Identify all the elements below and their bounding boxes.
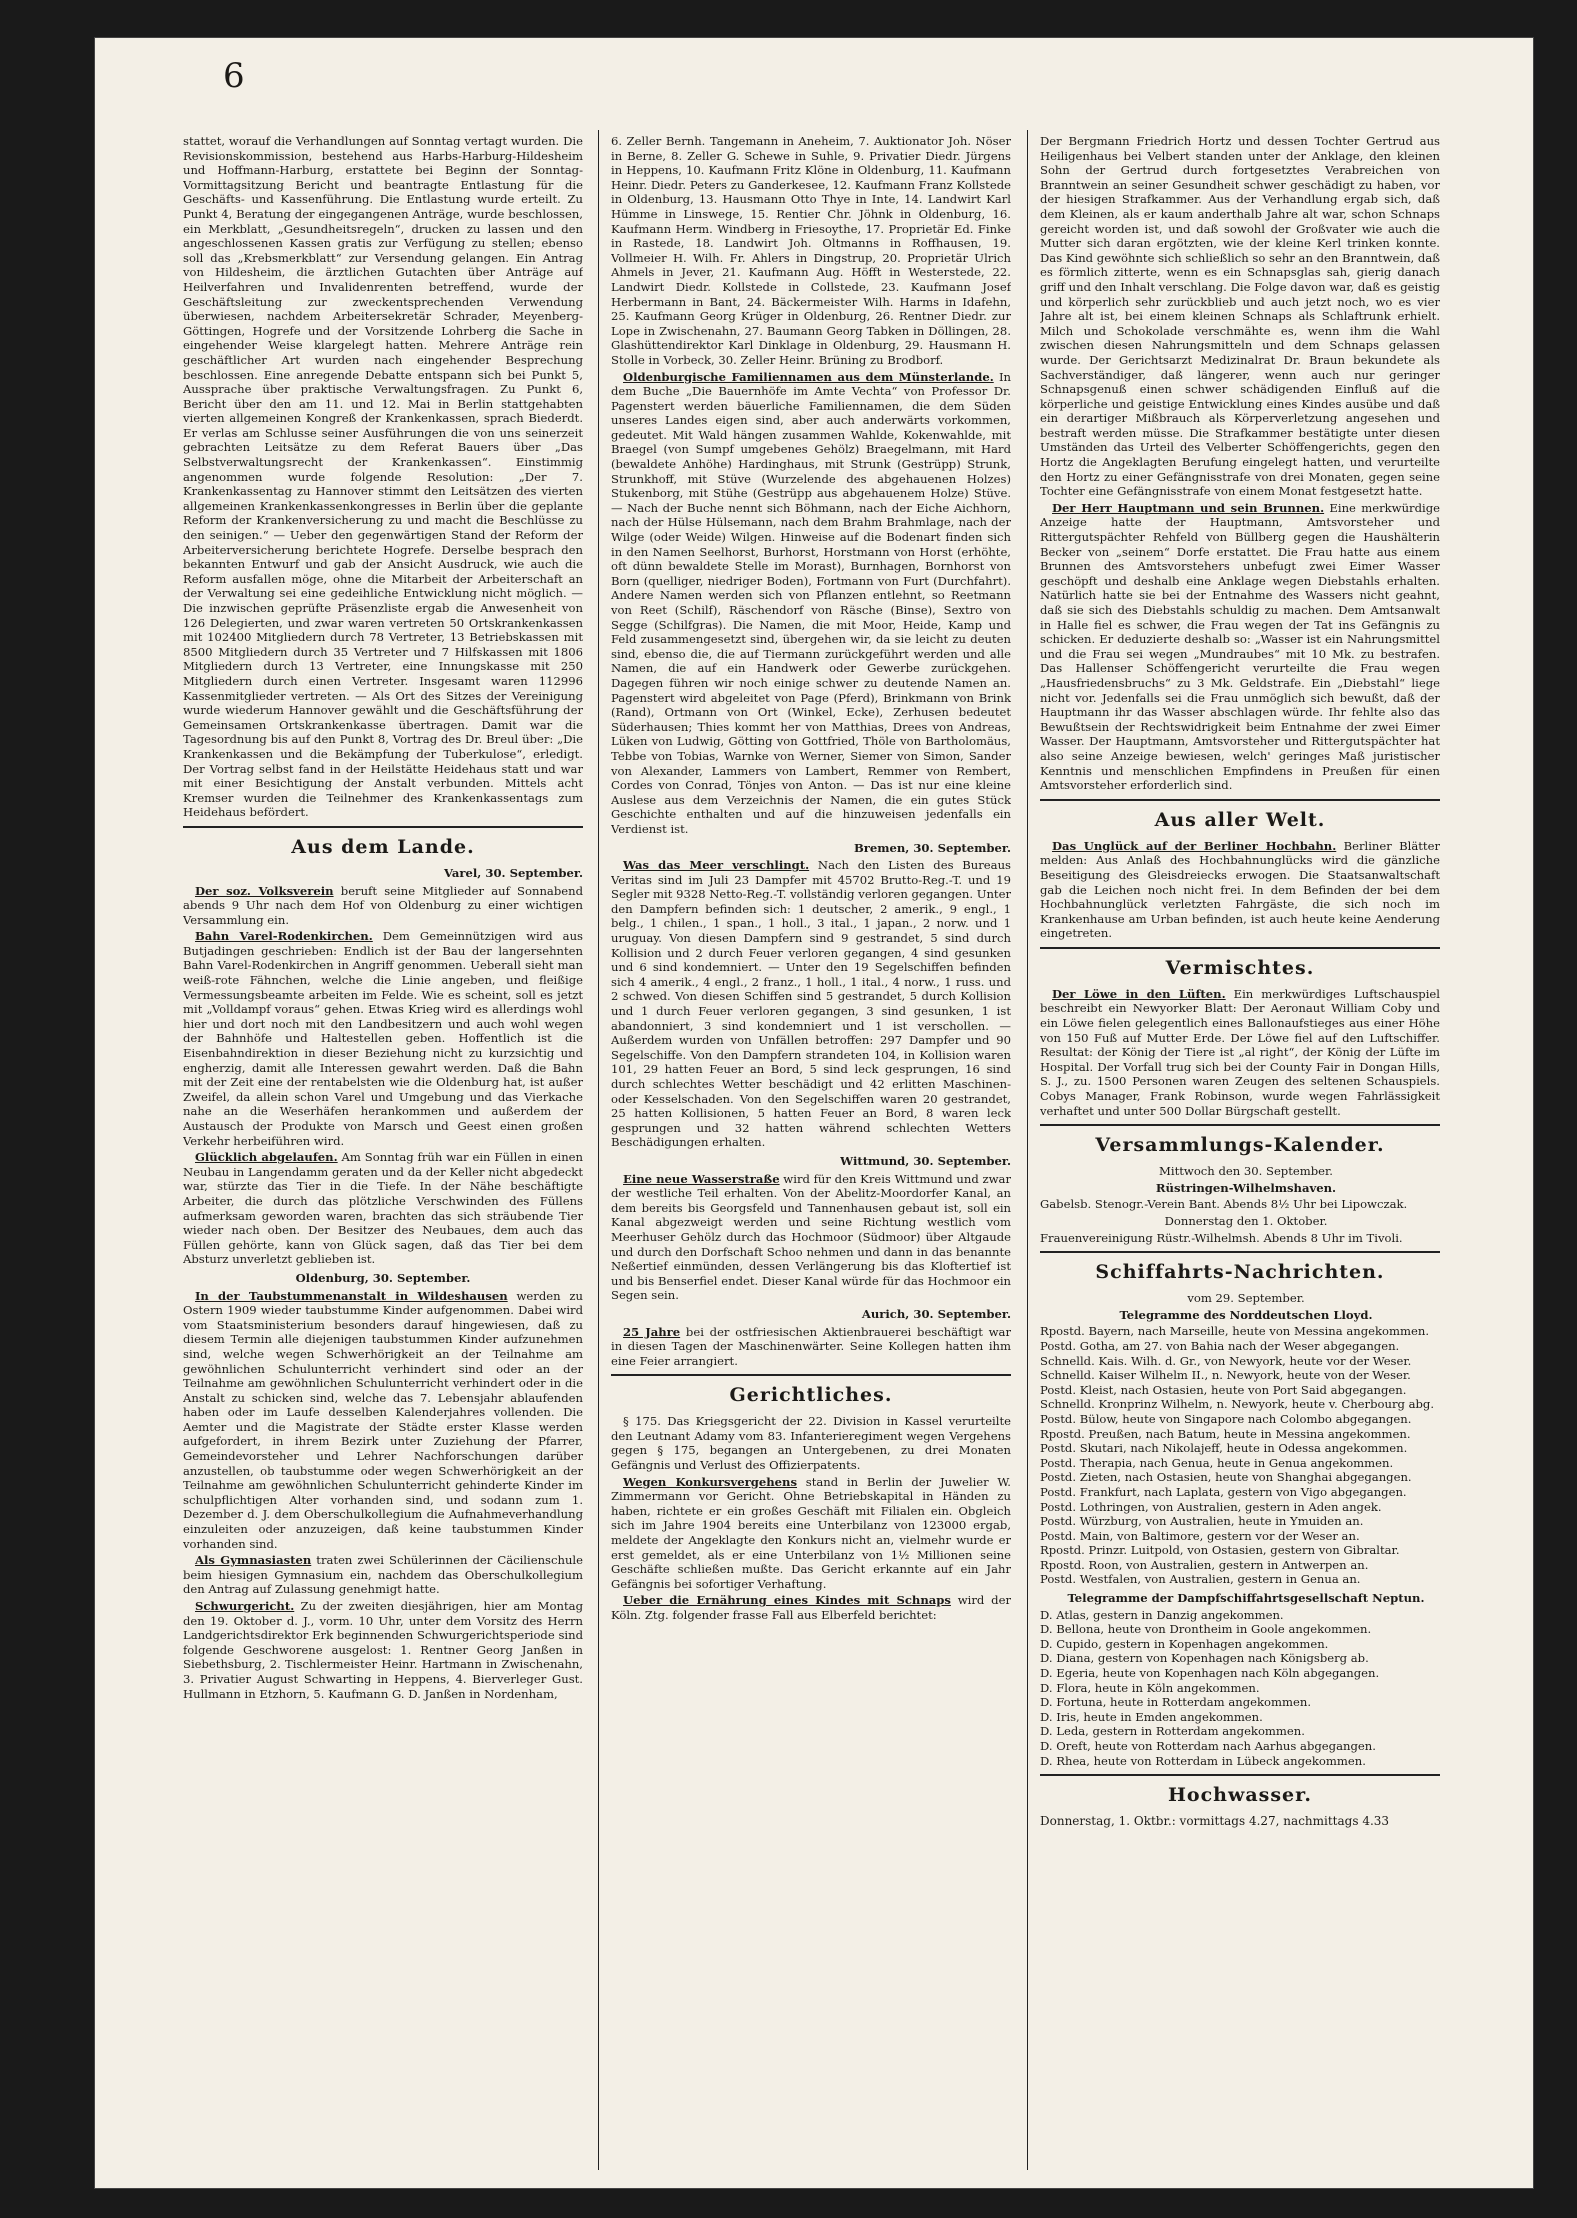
article-text: traten zwei Schülerinnen der Cäcilienschule beim hiesigen Gymnasium ein, nachdem das Oberschulkollegium den Antrag auf Zulassung genehmigt hatte. bbox=[183, 1553, 583, 1597]
list-item: Rpostd. Roon, von Australien, gestern in Antwerpen an. bbox=[1040, 1557, 1369, 1572]
article-schwurgericht bbox=[183, 1599, 583, 1701]
list-item: Schnelld. Kaiser Wilhelm II., n. Newyork, heute von der Weser. bbox=[1040, 1368, 1411, 1383]
article-headline: Oldenburgische Familiennamen aus dem Münsterlande. bbox=[623, 369, 994, 384]
shipping-subheading-neptun: Telegramme der Dampfschiffahrtsgesellschaft Neptun. bbox=[1067, 1591, 1425, 1606]
article-ernaehrung bbox=[611, 1593, 1011, 1622]
shipping-date: vom 29. September. bbox=[1187, 1291, 1305, 1306]
article-text: wird der Köln. Ztg. folgender frasse Fall aus Elberfeld berichtet: bbox=[611, 1593, 1011, 1622]
list-item: D. Flora, heute in Köln angekommen. bbox=[1040, 1680, 1260, 1695]
calendar-entry: Frauenvereinigung Rüstr.-Wilhelmsh. Abends 8 Uhr im Tivoli. bbox=[1040, 1230, 1403, 1245]
article-text: Zu der zweiten diesjährigen, hier am Montag den 19. Oktober d. J., vorm. 10 Uhr, unter dem Vorsitz des Herrn Landgerichtsdirektor Erk beginnenden Schwurgerichtsperiode sind folgende Geschworene ausgelost: 1. Rentner Georg Janßen in Siebethsburg, 2. Tischlermeister Heinr. Hartmann in Zwischenahn, 3. Privatier August Schwarting in Heppens, 4. Bierverleger Gust. Hullmann in Etzhorn, 5. Kaufmann G. D. Janßen in Nordenham, bbox=[183, 1599, 583, 1701]
article-headline: Wegen Konkursvergehens bbox=[623, 1474, 798, 1489]
article-headline: Der Löwe in den Lüften. bbox=[1052, 986, 1226, 1001]
list-item: Postd. Main, von Baltimore, gestern vor der Weser an. bbox=[1040, 1528, 1360, 1543]
page-number: 6 bbox=[223, 56, 245, 96]
article-brunnen bbox=[1040, 501, 1440, 793]
list-item: Postd. Lothringen, von Australien, gestern in Aden angek. bbox=[1040, 1499, 1382, 1514]
dateline-aurich: Aurich, 30. September. bbox=[861, 1306, 1011, 1321]
hochwasser-times: Donnerstag, 1. Oktbr.: vormittags 4.27, nachmittags 4.33 bbox=[1040, 1814, 1390, 1829]
article-text: werden zu Ostern 1909 wieder taubstumme Kinder aufgenommen. Dabei wird vom Staatsministerium besonders darauf hingewiesen, daß zu diesem Termin alle diejenigen taubstummen Kinder aufzunehmen sind, welche wegen Schwerhörigkeit an der Teilnahme am gewöhnlichen Schulunterricht verhindert sind oder an der Teilnahme am gewöhnlichen Schulunterricht verhindert oder in die Anstalt zu schicken sind, welche das 7. Lebensjahr ablaufenden haben oder im Laufe desselben Kalenderjahres vollenden. Die Aemter und die Magistrate der Städte erster Klasse werden aufgefordert, in ihrem Bezirk unter Zuziehung der Pfarrer, Gemeindevorsteher und Lehrer Nachforschungen darüber anzustellen, ob taubstumme oder wegen Schwerhörigkeit an der Teilnahme am gewöhnlichen Schulunterricht gehinderte Kinder im schulpflichtigen Alter vorhanden sind, und sodann zum 1. Dezember d. J. dem Oberschulkollegium die Aufnahmeverhandlung einzuleiten oder anzuzeigen, daß keine taubstummen Kinder vorhanden sind. bbox=[183, 1288, 583, 1551]
list-item: D. Atlas, gestern in Danzig angekommen. bbox=[1040, 1607, 1284, 1622]
calendar-entry: Gabelsb. Stenogr.-Verein Bant. Abends 8½ Uhr bei Lipowczak. bbox=[1040, 1197, 1408, 1212]
list-item: Postd. Zieten, nach Ostasien, heute von Shanghai abgegangen. bbox=[1040, 1470, 1412, 1485]
list-item: Postd. Würzburg, von Australien, heute in Ymuiden an. bbox=[1040, 1514, 1364, 1529]
article-text: In dem Buche „Die Bauernhöfe im Amte Vechta“ von Professor Dr. Pagenstert werden bäuerliche Familiennamen, die dem Süden unseres Landes eigen sind, aber auch anderwärts vorkommen, gedeutet. Mit Wald hängen zusammen Wahlde, Kokenwahlde, mit Braegel (von Sumpf umgebenes Gehölz) Braegelmann, mit Hard (bewaldete Anhöhe) Hardinghaus, mit Strunk (Gestrüpp) Strunk, Strunkhoff, mit Stüve (Wurzelende des abgehauenen Holzes) Stukenborg, mit Stühe (Gestrüpp aus abgehauenem Holze) Stüve. — Nach der Buche nennt sich Böhmann, nach der Eiche Aichhorn, nach der Hülse Hülsemann, nach dem Brahm Brahmlage, nach der Wilge (oder Weide) Wilgen. Hinweise auf die Bodenart finden sich in den Namen Seelhorst, Burhorst, Horstmann von Horst (erhöhte, oft dünn bewaldete Stelle im Morast), Burnhagen, Bornhorst von Born (quelliger, niedriger Boden), Fortmann von Furt (Durchfahrt). Andere Namen werden sich von Pflanzen entlehnt, so Reetmann von Reet (Schilf), Räschendorf von Räsche (Binse), Sextro von Segge (Schilfgras). Die Namen, die mit Moor, Heide, Kamp und Feld zusammengesetzt sind, übergehen wir, da sie leicht zu deuten sind, ebenso die, die auf Tiermann zurückgeführt werden und alle Namen, die auf ein Handwerk oder Gewerbe zurückgehen. Dagegen führen wir noch einige schwer zu deutende Namen an. Pagenstert wird abgeleitet von Page (Pferd), Brinkmann von Brink (Rand), Ortmann von Ort (Winkel, Ecke), Zerhusen bedeutet Süderhausen; Thies kommt her von Matthias, Drees von Andreas, Lüken von Ludwig, Götting von Gottfried, Thöle von Bartholomäus, Tebbe von Tobias, Warnke von Werner, Siemer von Simon, Sander von Alexander, Lammers von Lambert, Remmer von Rembert, Cordes von Conrad, Tönjes von Anton. — Das ist nur eine kleine Auslese aus dem Verzeichnis der Namen, die ein gutes Stück Geschichte enthalten und auf die hinzuweisen jedenfalls ein Verdienst ist. bbox=[611, 369, 1011, 836]
section-rule bbox=[1040, 1774, 1440, 1776]
list-item: Schnelld. Kronprinz Wilhelm, n. Newyork, heute v. Cherbourg abg. bbox=[1040, 1397, 1435, 1412]
column-3 bbox=[1040, 134, 1440, 2164]
article-loewe bbox=[1040, 987, 1440, 1118]
lloyd-list bbox=[1040, 1324, 1440, 1587]
article-text: wird für den Kreis Wittmund und zwar der westliche Teil erhalten. Von der Abelitz-Moordorfer Kanal, an dem bereits bis Georgsfeld und Tannenhausen gebaut ist, soll ein Kanal abgezweigt werden und seine Richtung westlich vom Meerhuser Gehölz durch das Hochmoor (Südmoor) über Altgaude und durch den Dorfschaft Schoo nehmen und dann in das benannte Neßertief einmünden, dessen Verlängerung bis das Kloftertief ist und bis Benserfiel endet. Dieser Kanal würde für das Hochmoor ein Segen sein. bbox=[611, 1171, 1011, 1303]
section-heading-welt: Aus aller Welt. bbox=[1154, 808, 1326, 831]
article-headline: Was das Meer verschlingt. bbox=[623, 858, 810, 873]
article-text: Berliner Blätter melden: Aus Anlaß des Hochbahnunglücks wird die gänzliche Beseitigung des Gleisdreiecks erwogen. Die Staatsanwaltschaft gab die Leichen noch nicht frei. In dem Befinden der bei dem Hochbahnunglück verletzten Fahrgäste, die sich noch im Krankenhause am Urban befinden, ist auch heute keine Aenderung eingetreten. bbox=[1040, 838, 1440, 941]
list-item: Postd. Bülow, heute von Singapore nach Colombo abgegangen. bbox=[1040, 1411, 1412, 1426]
article-wasserstrasse bbox=[611, 1172, 1011, 1303]
list-item: D. Bellona, heute von Drontheim in Goole angekommen. bbox=[1040, 1622, 1372, 1637]
article-headline: Der Herr Hauptmann und sein Brunnen. bbox=[1052, 500, 1325, 515]
list-item: D. Iris, heute in Emden angekommen. bbox=[1040, 1709, 1263, 1724]
dateline-bremen: Bremen, 30. September. bbox=[853, 840, 1011, 855]
section-heading-vermischtes: Vermischtes. bbox=[1165, 956, 1315, 979]
shipping-subheading-lloyd: Telegramme des Norddeutschen Lloyd. bbox=[1119, 1307, 1373, 1322]
list-item: D. Leda, gestern in Rotterdam angekommen. bbox=[1040, 1724, 1305, 1739]
article-headline: Ueber die Ernährung eines Kindes mit Schnaps bbox=[623, 1593, 951, 1608]
article-schnaps-continued: Der Bergmann Friedrich Hortz und dessen Tochter Gertrud aus Heiligenhaus bei Velbert standen unter der Anklage, den kleinen Sohn der Gertrud durch fortgesetztes Verabreichen von Branntwein an seiner Gesundheit schwer geschädigt zu haben, vor der hiesigen Strafkammer. Aus der Verhandlung ergab sich, daß dem Kleinen, als er kaum anderthalb Jahre alt war, schon Schnaps gereicht worden ist, und daß sowohl der Großvater wie auch die Mutter sich daran ergötzten, wie der kleine Kerl trinken konnte. Das Kind gewöhnte sich schließlich so sehr an den Branntwein, daß es förmlich zitterte, wenn es ein Schnapsglas sah, gierig danach griff und den Inhalt verschlang. Die Folge davon war, daß es geistig und körperlich sehr zurückblieb und auch jetzt noch, wo es vier Jahre alt ist, bei einem kleinen Schnaps als Schlaftrunk erhielt. Milch und Schokolade verschmähte es, wenn ihm die Wahl zwischen diesen Nahrungsmitteln und dem Schnaps gelassen wurde. Der Gerichtsarzt Medizinalrat Dr. Braun bekundete als Sachverständiger, daß längerer, wenn auch nur geringer Schnapsgenuß einen schwer schädigenden Einfluß auf die körperliche und geistige Entwicklung eines Kindes ausübe und daß ein derartiger Mißbrauch als Körperverletzung angesehen und bestraft werden müsse. Die Strafkammer bestätigte unter diesen Umständen das Urteil des Velberter Schöffengerichts, gegen den Hortz die Angeklagten Berufung eingelegt hatten, und verurteilte den Hortz zu einer Gefängnisstrafe von drei Monaten, gegen seine Tochter eine Gefängnisstrafe von einem Monat festgesetzt hatte. bbox=[1040, 134, 1440, 499]
article-headline: Glücklich abgelaufen. bbox=[195, 1150, 338, 1165]
article-familiennamen bbox=[611, 370, 1011, 837]
list-item: Postd. Kleist, nach Ostasien, heute von Port Said abgegangen. bbox=[1040, 1382, 1407, 1397]
section-rule bbox=[1040, 1251, 1440, 1253]
calendar-date: Mittwoch den 30. September. bbox=[1159, 1164, 1333, 1179]
list-item: Schnelld. Kais. Wilh. d. Gr., von Newyork, heute vor der Weser. bbox=[1040, 1353, 1412, 1368]
list-item: Postd. Therapia, nach Genua, heute in Genua angekommen. bbox=[1040, 1455, 1394, 1470]
article-gymnasiasten bbox=[183, 1553, 583, 1597]
list-item: Postd. Skutari, nach Nikolajeff, heute in Odessa angekommen. bbox=[1040, 1441, 1408, 1456]
section-rule bbox=[183, 826, 583, 828]
article-text: Ein merkwürdiges Luftschauspiel beschreibt ein Newyorker Blatt: Der Aeronaut William Coby und ein Löwe fielen gelegentlich eines Ballonaufstieges aus einer Höhe von 150 Fuß auf Mutter Erde. Der Löwe fiel auf den Luftschiffer. Resultat: der König der Tiere ist „al right“, der König der Lüfte im Hospital. Der Vorfall trug sich bei der County Fair in Dongan Hills, S. J., zu. 1500 Personen waren Zeugen des seltenen Schauspiels. Cobys Manager, Frank Robinson, wurde wegen Fahrlässigkeit verhaftet und unter 500 Dollar Bürgschaft gestellt. bbox=[1040, 986, 1440, 1118]
article-volksverein bbox=[183, 884, 583, 928]
article-headline: Das Unglück auf der Berliner Hochbahn. bbox=[1052, 838, 1337, 853]
column-divider-1 bbox=[598, 130, 599, 2170]
list-item: D. Fortuna, heute in Rotterdam angekommen. bbox=[1040, 1695, 1312, 1710]
article-meer bbox=[611, 858, 1011, 1150]
article-headline: 25 Jahre bbox=[623, 1324, 681, 1339]
list-item: Rpostd. Bayern, nach Marseille, heute von Messina angekommen. bbox=[1040, 1324, 1430, 1339]
column-divider-2 bbox=[1027, 130, 1028, 2170]
list-item: D. Oreft, heute von Rotterdam nach Aarhus abgegangen. bbox=[1040, 1739, 1376, 1753]
article-headline: Als Gymnasiasten bbox=[195, 1553, 312, 1568]
geschworene-list: 6. Zeller Bernh. Tangemann in Aneheim, 7. Auktionator Joh. Nöser in Berne, 8. Zeller G. Schewe in Suhle, 9. Privatier Diedr. Jürgens in Heppens, 10. Kaufmann Fritz Klöne in Oldenburg, 11. Kaufmann Heinr. Diedr. Peters zu Ganderkesee, 12. Kaufmann Franz Kollstede in Oldenburg, 13. Hausmann Otto Thye in Inte, 14. Landwirt Karl Hümme in Linswege, 15. Rentier Chr. Jöhnk in Oldenburg, 16. Kaufmann Herm. Windberg in Friesoythe, 17. Proprietär Ed. Finke in Rastede, 18. Landwirt Joh. Oltmanns in Roffhausen, 19. Vollmeier H. Wilh. Fr. Ahlers in Dingstrup, 20. Proprietär Ulrich Ahmels in Jever, 21. Kaufmann Aug. Höfft in Westerstede, 22. Landwirt Diedr. Kollstede in Collstede, 23. Kaufmann Josef Herbermann in Bant, 24. Bäckermeister Wilh. Harms in Idafehn, 25. Kaufmann Georg Krüger in Oldenburg, 26. Rentner Diedr. zur Lope in Zwischenahn, 27. Baumann Georg Tabken in Döllingen, 28. Glashüttendirektor Karl Dinklage in Oldenburg, 29. Hausmann H. Stolle in Vorbeck, 30. Zeller Heinr. Brüning zu Brodborf. bbox=[611, 134, 1011, 367]
article-taubstummen bbox=[183, 1289, 583, 1552]
article-jubilaeum bbox=[611, 1325, 1011, 1369]
list-item: D. Diana, gestern von Kopenhagen nach Königsberg ab. bbox=[1040, 1651, 1369, 1666]
article-bahn bbox=[183, 929, 583, 1148]
article-text: beruft seine Mitglieder auf Sonnabend abends 9 Uhr nach dem Hof von Oldenburg zu einer wichtigen Versammlung ein. bbox=[183, 883, 583, 927]
article-text: Dem Gemeinnützigen wird aus Butjadingen geschrieben: Endlich ist der Bau der langersehnten Bahn Varel-Rodenkirchen in Angriff genommen. Ueberall sieht man weiß-rote Fähnchen, welche die Linie angeben, und fleißige Vermessungsbeamte arbeiten im Felde. Wie es scheint, soll es jetzt mit „Volldampf voraus“ gehen. Etwas Krieg wird es allerdings wohl hier und dort noch mit den Landbesitzern und auch wohl wegen der Bahnhöfe und Haltestellen geben. Hoffentlich ist die Eisenbahndirektion in dieser Beziehung nicht zu kurzsichtig und engherzig, damit alle Interessen gewahrt werden. Daß die Bahn mit der Zeit eine der rentabelsten wie die Oldenburg hat, ist außer Zweifel, da allein schon Varel und Umgebung und das Vierkache nahe an die Weserhäfen herankommen und außerdem der Austausch der Produkte von Marsch und Geest einen großen Verkehr herbeiführen wird. bbox=[183, 929, 583, 1148]
article-text: Nach den Listen des Bureaus Veritas sind im Juli 23 Dampfer mit 45702 Brutto-Reg.-T. und 19 Segler mit 9328 Netto-Reg.-T. vollständig verloren gegangen. Unter den Dampfern befinden sich: 1 deutscher, 2 amerik., 9 engl., 1 belg., 1 chilen., 1 span., 1 holl., 3 ital., 1 japan., 2 norw. und 1 uruguay. Von diesen Dampfern sind 9 gestrandet, 5 sind durch Kollision und 2 durch Feuer verloren gegangen, 4 sind gesunken und 6 sind kondemniert. — Unter den 19 Segelschiffen befinden sich 4 amerik., 4 engl., 2 franz., 1 holl., 1 ital., 4 norw., 1 russ. und 2 schwed. Von diesen Schiffen sind 5 gestrandet, 5 durch Kollision und 1 durch Feuer verloren gegangen, 3 sind gesunken, 1 ist abandonniert, 3 sind kondemniert und 1 ist verschollen. — Außerdem wurden von Unfällen betroffen: 297 Dampfer und 90 Segelschiffe. Von den Dampfern strandeten 104, in Kollision waren 101, 29 hatten Feuer an Bord, 5 sind leck gesprungen, 16 sind durch schlechtes Wetter beschädigt und 42 erlitten Maschinen- oder Kesselschaden. Von den Segelschiffen waren 20 gestrandet, 25 hatten Kollisionen, 5 hatten Feuer an Bord, 8 waren leck gesprungen und 32 hatten während schlechten Wetters Beschädigungen erhalten. bbox=[611, 858, 1011, 1150]
neptun-list bbox=[1040, 1608, 1440, 1769]
section-rule bbox=[1040, 947, 1440, 949]
article-headline: In der Taubstummenanstalt in Wildeshausen bbox=[195, 1288, 508, 1303]
article-text: Eine merkwürdige Anzeige hatte der Hauptmann, Amtsvorsteher und Rittergutspächter Rehfeld von Büllberg gegen die Haushälterin Becker von „seinem“ Dorfe erstattet. Die Frau hatte aus einem Brunnen des Amtsvorstehers unbefugt zwei Eimer Wasser geschöpft und deshalb eine Anklage wegen Diebstahls erhalten. Natürlich hatte sie bei der Entnahme des Wassers nicht geahnt, daß sie sich des Diebstahls schuldig zu machen. Dem Amtsanwalt in Halle fiel es schwer, die Frau wegen der Tat ins Gefängnis zu schicken. Er deduzierte deshalb so: „Wasser ist ein Nahrungsmittel und die Frau sei wegen „Mundraubes“ mit 10 Mk. zu bestrafen. Das Hallenser Schöffengericht verurteilte die Frau wegen „Hausfriedensbruchs“ zu 3 Mk. Geldstrafe. Ein „Diebstahl“ liege nicht vor. Jedenfalls sei die Frau unmöglich sich bewußt, daß der Hauptmann ihr das Wasser abschlagen würde. Ihr fehlte also das Bewußtsein der Rechtswidrigkeit beim Entnahme der zwei Eimer Wasser. Der Hauptmann, Amtsvorsteher und Rittergutspächter hat also seine Anzeige bewiesen, welch' geringes Maß juristischer Kenntnis und menschlichen Empfindens in Preußen für einen Amtsvorsteher erforderlich sind. bbox=[1040, 500, 1440, 793]
article-headline: Der soz. Volksverein bbox=[195, 883, 334, 898]
section-heading-hochwasser: Hochwasser. bbox=[1167, 1784, 1313, 1807]
section-rule bbox=[611, 1374, 1011, 1376]
column-2 bbox=[611, 134, 1011, 2164]
list-item: Postd. Gotha, am 27. von Bahia nach der Weser abgegangen. bbox=[1040, 1338, 1400, 1353]
article-hochbahn bbox=[1040, 839, 1440, 941]
calendar-date: Donnerstag den 1. Oktober. bbox=[1164, 1214, 1328, 1228]
section-rule bbox=[1040, 1124, 1440, 1126]
list-item: D. Rhea, heute von Rotterdam in Lübeck angekommen. bbox=[1040, 1753, 1366, 1768]
list-item: Rpostd. Prinzr. Luitpold, von Ostasien, gestern von Gibraltar. bbox=[1040, 1543, 1400, 1558]
article-headline: Bahn Varel-Rodenkirchen. bbox=[195, 929, 373, 944]
section-heading-gerichtliches: Gerichtliches. bbox=[729, 1384, 893, 1407]
dateline-wittmund: Wittmund, 30. September. bbox=[840, 1153, 1011, 1168]
article-paragraph-175: § 175. Das Kriegsgericht der 22. Division in Kassel verurteilte den Leutnant Adamy vom 83. Infanterieregiment wegen Vergehens gegen § 175, begangen an Untergebenen, zu drei Monaten Gefängnis und Verlust des Offizierpatents. bbox=[611, 1414, 1011, 1473]
section-rule bbox=[1040, 799, 1440, 801]
section-heading-lande: Aus dem Lande. bbox=[291, 835, 475, 858]
section-heading-schiffahrt: Schiffahrts-Nachrichten. bbox=[1095, 1261, 1385, 1284]
article-konkurs bbox=[611, 1475, 1011, 1592]
calendar-place: Rüstringen-Wilhelmshaven. bbox=[1155, 1180, 1337, 1195]
article-text: bei der ostfriesischen Aktienbrauerei beschäftigt war in diesen Tagen der Maschinenwärter. Seine Kollegen hatten ihm eine Feier arrangiert. bbox=[611, 1324, 1011, 1368]
dateline-oldenburg: Oldenburg, 30. September. bbox=[295, 1270, 471, 1285]
list-item: Postd. Westfalen, von Australien, gestern in Genua an. bbox=[1040, 1572, 1361, 1587]
article-text: Am Sonntag früh war ein Füllen in einen Neubau in Langendamm geraten und da der Keller nicht abgedeckt war, stürzte das Tier in die Tiefe. In der Nähe beschäftigte Arbeiter, die durch das plötzliche Verschwinden des Füllens aufmerksam geworden waren, brachten das sich sträubende Tier wieder nach oben. Der Besitzer des Neubaues, dem auch das Füllen gehörte, kann von Glück sagen, daß das Tier bei dem Absturz unverletzt geblieben ist. bbox=[183, 1150, 583, 1267]
krankenkassen-report: stattet, worauf die Verhandlungen auf Sonntag vertagt wurden. Die Revisionskommission, bestehend aus Harbs-Harburg-Hildesheim und Hoffmann-Harburg, erstattete bei Beginn der Sonntag-Vormittagsitzung Bericht und beantragte Entlastung für die Geschäfts- und Kassenführung. Die Entlastung wurde erteilt. Zu Punkt 4, Beratung der eingegangenen Anträge, wurde beschlossen, ein Merkblatt, „Gesundheitsregeln“, drucken zu lassen und den angeschlossenen Kassen gratis zur Verfügung zu stellen; ebenso soll das „Krebsmerkblatt“ zur Versendung gelangen. Ein Antrag von Hildesheim, die ärztlichen Gutachten über Anträge auf Heilverfahren und Invalidenrenten betreffend, wurde der Geschäftsleitung zur zweckentsprechenden Verwendung überwiesen, nachdem Arbeitersekretär Schrader, Meyenberg-Göttingen, Hogrefe und der Vorsitzende Lohrberg die Sache in eingehender Weise klargelegt hatten. Mehrere Anträge rein geschäftlicher Art wurden nach eingehender Besprechung beschlossen. Eine anregende Debatte entspann sich bei Punkt 5, Aussprache über praktische Verwaltungsfragen. Zu Punkt 6, Bericht über den am 11. und 12. Mai in Berlin stattgehabten vierten allgemeinen Kongreß der Krankenkassen, sprach Biederdt. Er verlas am Schlusse seiner Ausführungen die von uns seinerzeit gebrachten Leitsätze zu dem Referat Bauers über „Das Selbstverwaltungsrecht der Krankenkassen“. Einstimmig angenommen wurde folgende Resolution: „Der 7. Krankenkassentag zu Hannover stimmt den Leitsätzen des vierten allgemeinen Krankenkassenkongresses in Berlin über die geplante Reform der Krankenversicherung zu und macht die Beschlüsse zu den seinigen.“ — Ueber den gegenwärtigen Stand der Reform der Arbeiterversicherung berichtete Hogrefe. Derselbe besprach den bekannten Entwurf und gab der Ansicht Ausdruck, wie auch die Reform ausfallen möge, ohne die Mitarbeit der Arbeiterschaft an der Verwaltung sei eine gedeihliche Entwicklung nicht möglich. — Die inzwischen geprüfte Präsenzliste ergab die Anwesenheit von 126 Delegierten, und zwar waren vertreten 50 Ortskrankenkassen mit 102400 Mitgliedern durch 78 Vertreter, 13 Betriebskassen mit 8500 Mitgliedern durch 35 Vertreter und 7 Hilfskassen mit 1806 Mitgliedern durch 13 Vertreter, eine Innungskasse mit 250 Mitgliedern durch einen Vertreter. Insgesamt waren 112996 Kassenmitglieder vertreten. — Als Ort des Sitzes der Vereinigung wurde wiederum Hannover gewählt und die Geschäftsführung der Gemeinsamen Ortskrankenkasse übertragen. Damit war die Tagesordnung bis auf den Punkt 8, Vortrag des Dr. Breul über: „Die Krankenkassen und die Bekämpfung der Tuberkulose“, erledigt. Der Vortrag selbst fand in der Heilstätte Heidehaus statt und war mit einer Besichtigung der Anstalt verbunden. Mittels acht Kremser wurden die Teilnehmer des Krankenkassentags zum Heidehaus befördert. bbox=[183, 134, 583, 820]
article-text: stand in Berlin der Juwelier W. Zimmermann vor Gericht. Ohne Betriebskapital in Händen zu haben, richtete er ein großes Geschäft mit Filialen ein. Obgleich sich im Jahre 1904 bereits eine Unterbilanz von 123000 ergab, meldete der Angeklagte den Konkurs nicht an, vielmehr wurde er erst gemeldet, als er eine Unterbilanz von 1½ Millionen seine Geschäfte schließen mußte. Das Gericht erkannte auf ein Jahr Gefängnis bei sofortiger Verhaftung. bbox=[611, 1474, 1011, 1591]
list-item: D. Cupido, gestern in Kopenhagen angekommen. bbox=[1040, 1636, 1329, 1651]
newspaper-page bbox=[95, 38, 1533, 2188]
article-gluecklich bbox=[183, 1150, 583, 1267]
list-item: Rpostd. Preußen, nach Batum, heute in Messina angekommen. bbox=[1040, 1426, 1411, 1441]
section-heading-kalender: Versammlungs-Kalender. bbox=[1095, 1134, 1385, 1157]
dateline-varel: Varel, 30. September. bbox=[443, 865, 583, 880]
list-item: Postd. Frankfurt, nach Laplata, gestern von Vigo abgegangen. bbox=[1040, 1484, 1407, 1499]
article-headline: Schwurgericht. bbox=[195, 1599, 295, 1613]
article-headline: Eine neue Wasserstraße bbox=[623, 1171, 780, 1186]
list-item: D. Egeria, heute von Kopenhagen nach Köln abgegangen. bbox=[1040, 1666, 1380, 1681]
column-1 bbox=[183, 134, 583, 2164]
